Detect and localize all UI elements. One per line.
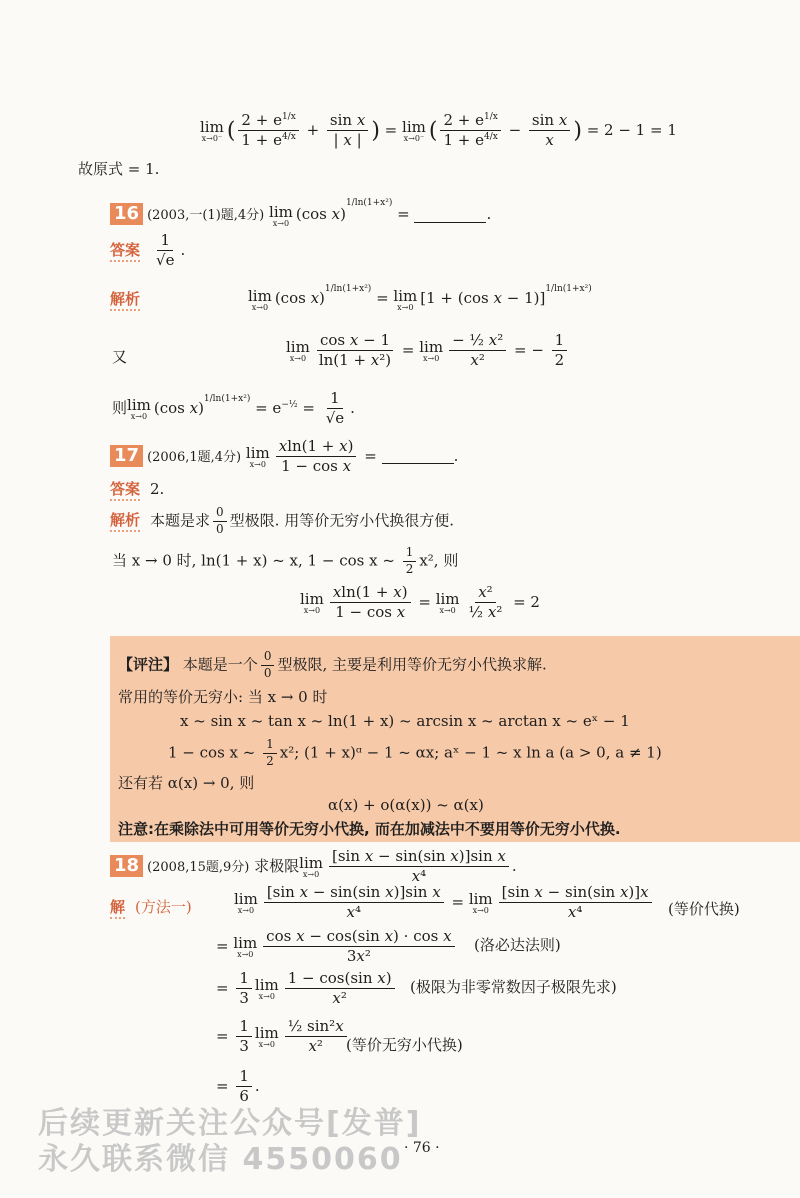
comment-4: (等价无穷小代换): [346, 1036, 463, 1054]
note-line4: 1 − cos x ~ $\frac{1}{2}$ x²; (1 + x)ᵅ − 1 ~ αx; aˣ − 1 ~ x ln a (a > 0, a ≠ 1): [168, 737, 662, 768]
comment-3: (极限为非零常数因子极限先求): [410, 978, 617, 996]
q16-step2: lim x→0 $\frac{\text{cos x − 1}}{\text{ln(1 + x²)}}$ = lim x→0 $\frac{\text{− ½ x²}}{\text{x²}}$ = − $\frac{1}{2}$: [286, 332, 570, 370]
question-16: 16 (2003,一(1)题,4分) lim x→0 (cos x)$^{1/ln(1+x^2)}$ = .: [110, 198, 491, 228]
q16-step1: lim x→0 (cos x)$^{1/ln(1+x^2)}$ = lim x→0 [1 + (cos x − 1)]$^{1/ln(1+x^2)}$: [248, 284, 592, 312]
question-prompt: 求极限: [254, 856, 300, 875]
note-line7: [118, 818, 621, 839]
page-number: · 76 ·: [404, 1140, 440, 1156]
conclusion-text: 故原式 = 1.: [78, 160, 160, 178]
question-number-badge: 17: [110, 445, 143, 467]
watermark-line-1: 后续更新关注公众号[发普]: [38, 1106, 422, 1141]
question-17: 17 (2006,1题,4分) lim x→0 $\frac{xln(1 + x)}{\text{1 − cos x}}$ = .: [110, 438, 458, 476]
question-18: 18 (2008,15题,9分) 求极限 lim x→0 $\frac{\text{[sin x − sin(sin x)]sin x}}{\text{x⁴}}$ .: [110, 848, 517, 886]
q16-you: 又: [112, 348, 128, 366]
when-tail: x², 则: [419, 551, 459, 570]
note-line1a: 本题是一个: [182, 655, 258, 674]
then-text: 则: [112, 398, 128, 417]
question-source: (2003,一(1)题,4分): [147, 208, 265, 223]
note-line1b: 型极限, 主要是利用等价无穷小代换求解.: [277, 655, 547, 674]
q18-step3: = $\frac{1}{3}$ lim x→0 $\frac{\text{1 − cos(sin x)}}{\text{x²}}$: [216, 970, 398, 1008]
q18-step4: = $\frac{1}{3}$ lim x→0 $\frac{\text{½ sin²x}}{\text{x²}}$: [216, 1018, 350, 1056]
answer-blank: [382, 449, 454, 464]
note-line5: 还有若 α(x) → 0, 则: [118, 774, 255, 792]
analysis-text: 本题是求: [150, 511, 211, 530]
answer-tag: 答案: [110, 239, 140, 262]
q18-step1: lim x→0 $\frac{\text{[sin x − sin(sin x)]sin x}}{\text{x⁴}}$ = lim x→0 $\frac{\text{[sin x − sin(sin x)]x}}{\text{x⁴}}$: [234, 884, 655, 922]
note-line3: x ~ sin x ~ tan x ~ ln(1 + x) ~ arcsin x ~ arctan x ~ eˣ − 1: [180, 712, 630, 730]
method-label: (方法一): [135, 898, 192, 916]
q16-step3: 则 lim x→0 (cos $x)^{1/ln(1+x^2)} = e^{-\frac{1}{2}}$ = $\frac{1}{√e}$ .: [112, 389, 355, 428]
q18-step2: = lim x→0 $\frac{\text{cos x − cos(sin x) · cos x}}{\text{3x²}}$: [216, 928, 458, 966]
q17-when: 当 x → 0 时, ln(1 + x) ~ x, 1 − cos x ~ $\frac{1}{2}$ x², 则: [112, 545, 459, 576]
q17-answer: [110, 478, 164, 501]
solution-tag: 解: [110, 896, 125, 919]
note-line4b: x²; (1 + x)ᵅ − 1 ~ αx; aˣ − 1 ~ x ln a (a > 0, a ≠ 1): [279, 743, 662, 762]
question-number-badge: 16: [110, 203, 143, 225]
analysis-tag: 解析: [110, 288, 140, 311]
top-limit-formula: lim x→0⁻ ( $\frac{2 + e^{1/x}}{1 + e^{4/x}}$ + $\frac{\text{sin x}}{| x |}$ ) = lim x→0⁻ ( $\frac{2 + e^{1/x}}{1 + e^{4/x}}$ − $\frac{\text{sin x}}{x}$ ) = 2 − 1 = 1: [200, 111, 677, 150]
question-source: (2006,1题,4分): [147, 449, 242, 465]
note-line7-label: 注意:: [118, 820, 154, 838]
answer-tag: 答案: [110, 478, 140, 501]
when-text: 当 x → 0 时, ln(1 + x) ~ x, 1 − cos x ~: [112, 551, 395, 570]
note-line6: α(x) + o(α(x)) ~ α(x): [328, 796, 484, 814]
question-source: (2008,15题,9分): [147, 859, 250, 875]
question-number-badge: 18: [110, 855, 143, 877]
watermark-line-2: 永久联系微信 4550060: [38, 1142, 403, 1177]
q18-result: = $\frac{1}{6}$ .: [216, 1067, 260, 1106]
q18-solution-label: [110, 896, 192, 919]
comment-2: (洛必达法则): [474, 936, 561, 954]
analysis-text-2: 型极限. 用等价无穷小代换很方便.: [229, 511, 454, 530]
note-line4a: 1 − cos x ~: [168, 743, 256, 762]
q16-analysis-label: [110, 288, 150, 311]
comment-label: 【评注】: [118, 655, 179, 674]
comment-box: 【评注】 本题是一个 $\frac{0}{0}$ 型极限, 主要是利用等价无穷小代换求解. 常用的等价无穷小: 当 x → 0 时 x ~ sin x ~ tan x ~ ln(1 + x) ~ arcsin x ~ arctan x ~ eˣ − 1 1 − cos x ~ $\frac{1}{2}$ x²; (1 + x)ᵅ − 1 ~ αx; aˣ − 1 ~ x ln a (a > 0, a ≠ 1) 还有若 α(x) → 0, 则 α(x) + o(α(x)) ~ α(x) 注意:在乘除法中可用等价无穷小代换, 而在加减法中不要用等价无穷小代换.: [110, 636, 800, 842]
q17-analysis: 解析 本题是求 $\frac{0}{0}$ 型极限. 用等价无穷小代换很方便.: [110, 505, 454, 536]
answer-blank: [414, 208, 486, 223]
answer-value: 2.: [150, 480, 165, 498]
note-line2: 常用的等价无穷小: 当 x → 0 时: [118, 688, 328, 706]
comment-1: (等价代换): [668, 900, 740, 918]
q17-result: lim x→0 $\frac{xln(1 + x)}{\text{1 − cos x}}$ = lim x→0 $\frac{\text{x²}}{\text{½ x²}}$ = 2: [300, 583, 540, 622]
q16-answer: 答案 $\frac{1}{√e}$ .: [110, 231, 186, 270]
note-line7-text: 在乘除法中可用等价无穷小代换, 而在加减法中不要用等价无穷小代换.: [154, 820, 621, 838]
analysis-tag: 解析: [110, 509, 140, 532]
